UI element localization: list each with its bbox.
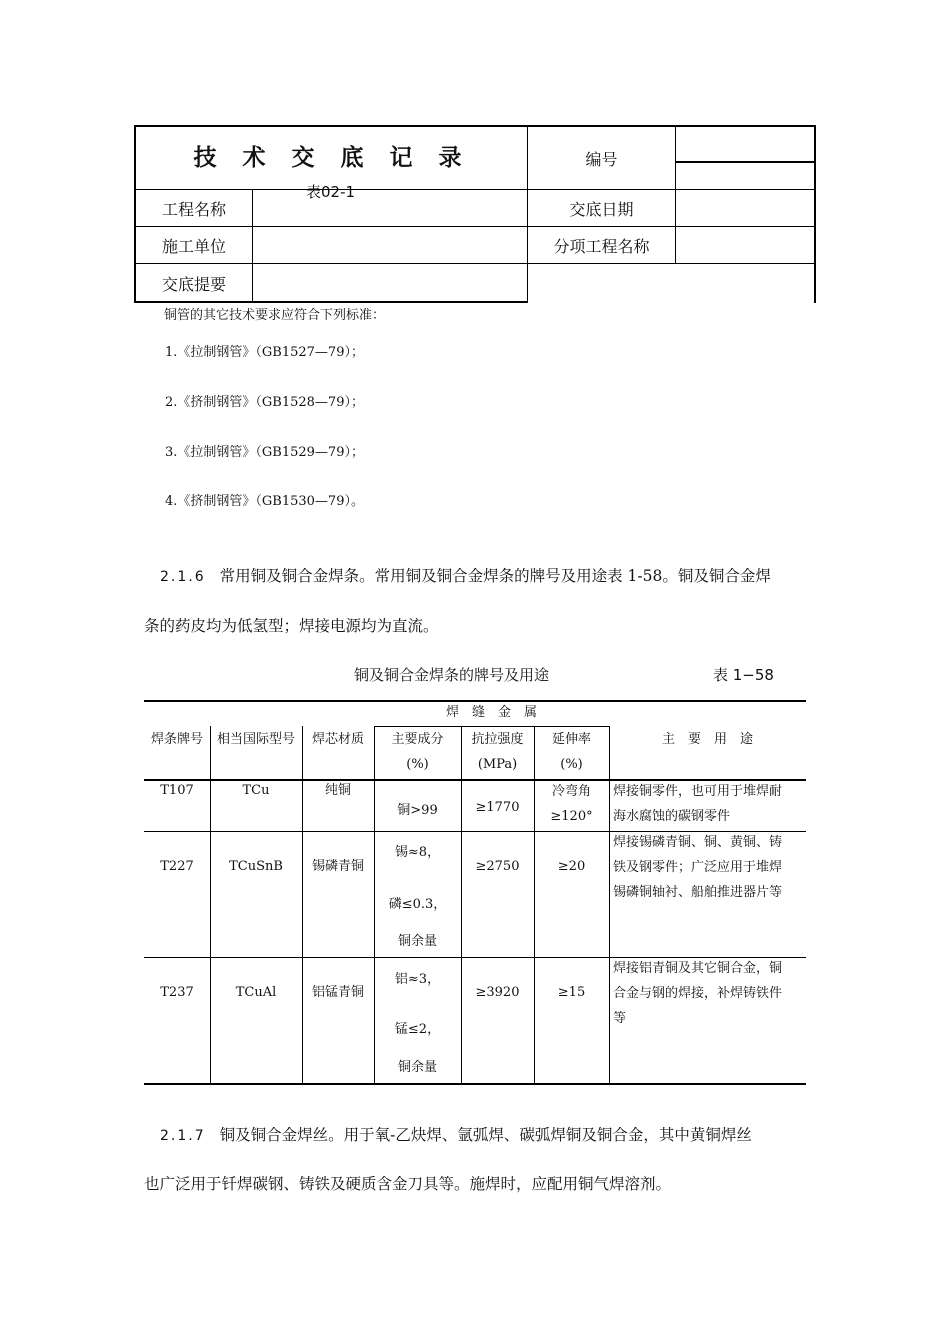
table-cell-tensile: ≥3920 <box>475 985 520 1000</box>
header-brand: 焊条牌号 <box>150 732 203 747</box>
section-217-number: 2.1.7 <box>160 1128 206 1144</box>
section-216-line1: 2.1.6 常用铜及铜合金焊条。常用铜及铜合金焊条的牌号及用途表 1-58。铜及铜合金焊 <box>160 567 771 585</box>
section-217-line1: 2.1.7 铜及铜合金焊丝。用于氧-乙炔焊、氩弧焊、碳弧焊铜及铜合金，其中黄铜焊丝 <box>160 1126 752 1144</box>
table-cell-model: TCuAl <box>235 985 277 1000</box>
header-elongation: 延伸率 <box>551 732 591 747</box>
table-cell-elongation: ≥120° <box>550 809 593 824</box>
table-cell-composition: 铜余量 <box>397 934 437 949</box>
table-cell-core: 铝锰青铜 <box>311 985 364 1000</box>
table-cell-composition: 铜>99 <box>397 803 438 818</box>
table-cell-tensile: ≥1770 <box>475 800 520 815</box>
project-name-value[interactable] <box>253 190 527 226</box>
header-elongation-unit: (%) <box>560 757 583 772</box>
standard-item: 1.《拉制钢管》（GB1527—79）； <box>165 345 364 360</box>
table-cell-elongation: 冷弯角 <box>551 784 591 799</box>
group-header: 焊 缝 金 属 <box>445 705 537 720</box>
section-216-line2: 条的药皮均为低氢型；焊接电源均为直流。 <box>144 617 439 635</box>
table-cell-core: 锡磷青铜 <box>311 859 364 874</box>
number-label: 编号 <box>585 149 618 169</box>
date-value[interactable] <box>676 190 816 226</box>
standard-item: 3.《拉制钢管》（GB1529—79）； <box>165 445 364 460</box>
table-cell-usage: 海水腐蚀的碳钢零件 <box>613 809 731 824</box>
table-cell-brand: T227 <box>160 859 194 874</box>
record-title: 技 术 交 底 记 录 <box>193 145 471 171</box>
header-composition: 主要成分 <box>391 732 444 747</box>
header-intl-model: 相当国际型号 <box>216 732 295 747</box>
header-usage: 主 要 用 途 <box>661 732 753 747</box>
table-cell-elongation: ≥15 <box>557 985 586 1000</box>
intro-text: 铜管的其它技术要求应符合下列标准： <box>164 308 386 323</box>
subproject-label: 分项工程名称 <box>553 236 650 256</box>
table-cell-usage: 铁及钢零件；广泛应用于堆焊 <box>613 860 783 875</box>
section-216-number: 2.1.6 <box>160 569 206 585</box>
section-217-line2: 也广泛用于钎焊碳钢、铸铁及硬质含金刀具等。施焊时，应配用铜气焊溶剂。 <box>144 1175 672 1193</box>
table-cell-usage: 等 <box>613 1011 627 1026</box>
table-cell-composition: 铝≈3， <box>394 972 441 987</box>
header-tensile: 抗拉强度 <box>471 732 524 747</box>
summary-value[interactable] <box>253 264 814 303</box>
unit-label: 施工单位 <box>161 236 226 256</box>
project-name-label: 工程名称 <box>161 199 226 219</box>
header-tensile-unit: (MPa) <box>477 757 518 772</box>
number-value[interactable] <box>676 127 816 161</box>
table-cell-composition: 铜余量 <box>397 1060 437 1075</box>
table-cell-brand: T237 <box>160 985 194 1000</box>
table-cell-core: 纯铜 <box>324 783 351 798</box>
date-label: 交底日期 <box>569 199 634 219</box>
table-cell-composition: 磷≤0.3， <box>388 897 447 912</box>
standard-item: 4.《挤制钢管》（GB1530—79）。 <box>165 494 364 509</box>
subproject-value[interactable] <box>676 227 816 263</box>
table-cell-elongation: ≥20 <box>557 859 586 874</box>
electrode-table <box>144 700 806 1085</box>
summary-label: 交底提要 <box>161 275 226 294</box>
table-cell-composition: 锡≈8， <box>394 845 441 860</box>
unit-value[interactable] <box>253 227 527 263</box>
table-cell-tensile: ≥2750 <box>475 859 520 874</box>
table-number: 表 1−58 <box>713 666 774 684</box>
table-cell-model: TCu <box>242 783 270 798</box>
table-cell-usage: 焊接锡磷青铜、铜、黄铜、铸 <box>613 835 783 850</box>
standard-item: 2.《挤制钢管》（GB1528—79）； <box>165 395 364 410</box>
header-composition-unit: (%) <box>406 757 429 772</box>
table-caption: 铜及铜合金焊条的牌号及用途 <box>354 666 550 684</box>
table-cell-usage: 合金与钢的焊接，补焊铸铁件 <box>613 986 783 1001</box>
record-header-table <box>134 125 816 303</box>
table-cell-usage: 焊接铜零件，也可用于堆焊耐 <box>613 784 783 799</box>
header-core: 焊芯材质 <box>311 732 364 747</box>
table-cell-composition: 锰≤2， <box>394 1022 441 1037</box>
table-cell-usage: 焊接铝青铜及其它铜合金，铜 <box>613 961 783 976</box>
record-subtitle: 表02-1 <box>306 183 356 201</box>
table-cell-brand: T107 <box>160 783 194 798</box>
table-cell-usage: 锡磷铜轴衬、船舶推进器片等 <box>613 885 783 900</box>
table-cell-model: TCuSnB <box>229 859 283 874</box>
